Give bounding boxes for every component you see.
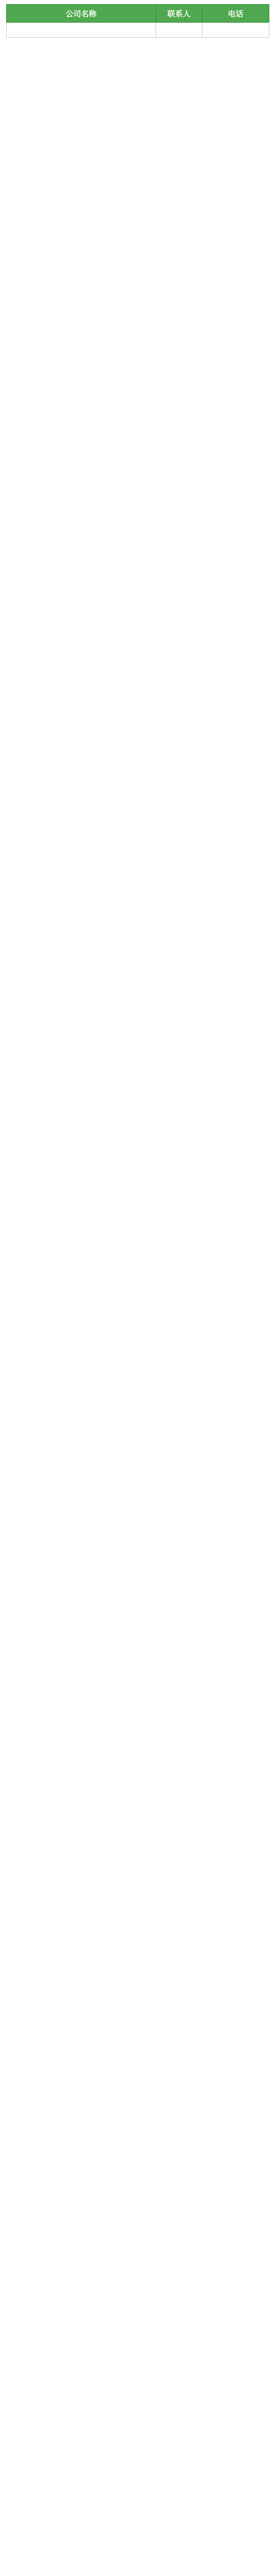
table-row (7, 23, 269, 38)
contact-table (6, 4, 269, 38)
header-row (7, 5, 269, 23)
header-phone: 电话 (202, 5, 269, 23)
company-cell (7, 23, 156, 38)
contact-cell (156, 23, 202, 38)
table-body (7, 23, 269, 38)
table-header (7, 5, 269, 23)
header-company: 公司名称 (7, 5, 156, 23)
phone-cell (202, 23, 269, 38)
header-contact: 联系人 (156, 5, 202, 23)
